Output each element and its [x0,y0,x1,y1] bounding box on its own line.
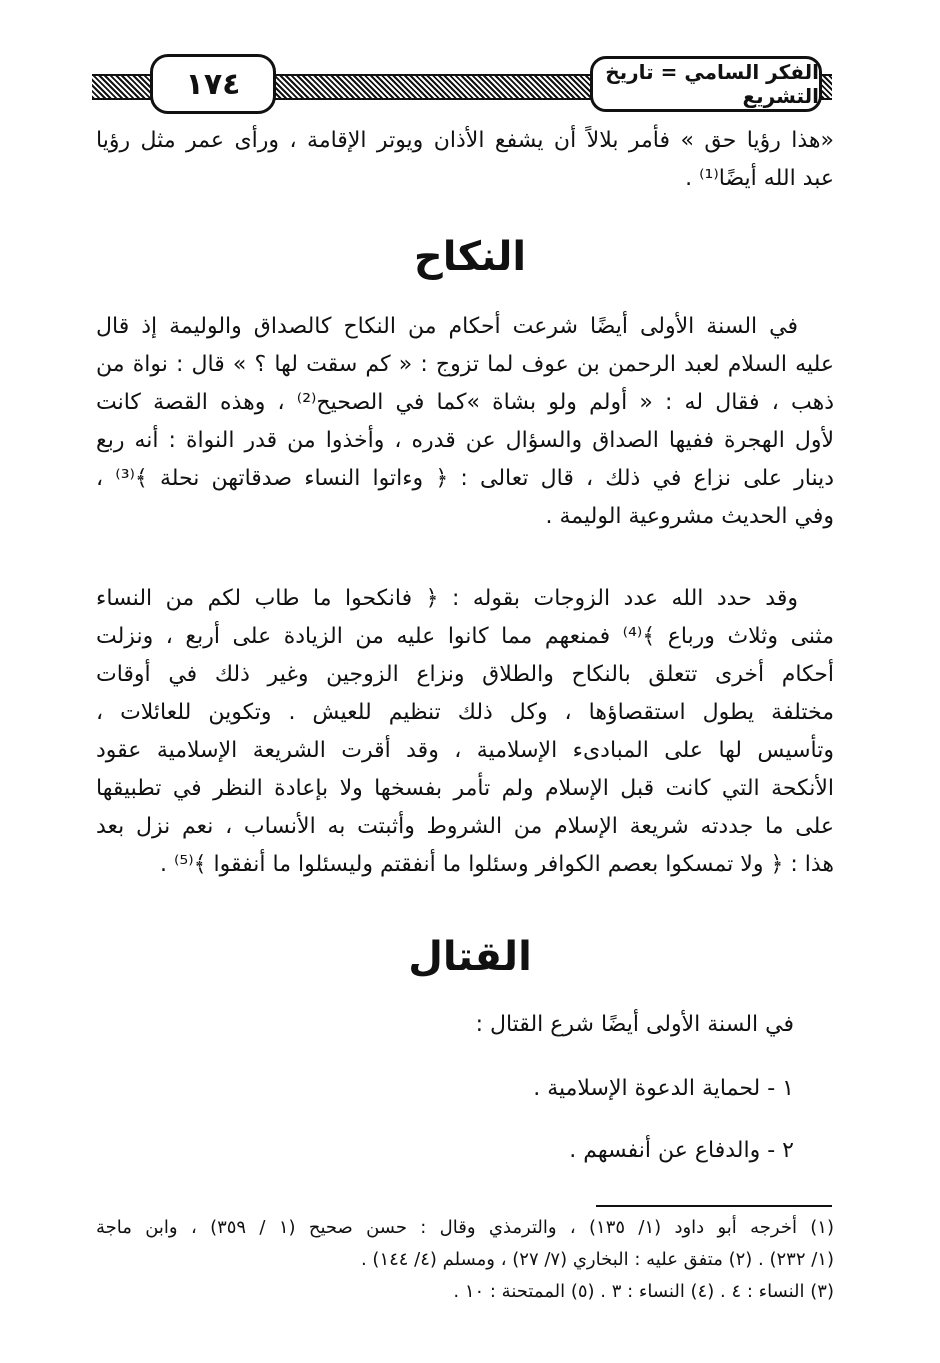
text-line: وتأسيس لها على المبادىء الإسلامية ، وقد أقرت الشريعة الإسلامية عقود [96,738,834,763]
section-heading-marriage: النكاح [413,234,527,280]
text-line: وفي الحديث مشروعية الوليمة . [545,504,834,529]
text-line: مختلفة يطول استقصاؤها ، وكل ذلك تنظيم للعيش . وتكوين للعائلات ، [96,700,834,725]
marriage-paragraph-2 [96,580,834,884]
page-number: ١٧٤ [150,54,276,114]
text-line: «هذا رؤيا حق » فأمر بلالاً أن يشفع الأذان ويوتر الإقامة ، ورأى عمر مثل رؤيا [96,128,834,153]
text-line: دينار على نزاع في ذلك ، قال تعالى : ﴿ وءاتوا النساء صدقاتهن نحلة ﴾⁽³⁾ ، [96,466,834,491]
list-item: ١ - لحماية الدعوة الإسلامية . [533,1076,794,1101]
footnote-separator [596,1205,832,1207]
text-line: عليه السلام لعبد الرحمن بن عوف لما تزوج : « كم سقت لها ؟ » قال : نواة من [96,352,834,377]
marriage-paragraph-1 [96,308,834,536]
text-line: في السنة الأولى أيضًا شرعت أحكام من النكاح كالصداق والوليمة إذ قال [96,314,798,339]
intro-paragraph [96,122,834,198]
footnote-line: (١/ ٢٣٢) . (٢) متفق عليه : البخاري (٧/ ٢٧) ، ومسلم (٤/ ١٤٤) . [360,1249,834,1270]
text-line: على ما جددته شريعة الإسلام من الشروط وأثبتت به الأنساب ، نعم نزل بعد [96,814,834,839]
text-line: الأنكحة التي كانت قبل الإسلام ولم تأمر بفسخها ولا بإعادة النظر في تطبيقها [96,776,834,801]
running-title: الفكر السامي = تاريخ التشريع [590,56,822,112]
footnotes [96,1212,834,1308]
text-line: ذهب ، فقال له : « أولم ولو بشاة »كما في الصحيح⁽²⁾ ، وهذه القصة كانت [96,390,834,415]
section-heading-fighting: القتال [408,934,532,980]
page-header [92,50,832,110]
list-item: ٢ - والدفاع عن أنفسهم . [569,1138,794,1163]
text-line: أحكام أخرى تتعلق بالنكاح والطلاق ونزاع الزوجين وغير ذلك في أوقات [96,662,834,687]
text-line: لأول الهجرة ففيها الصداق والسؤال عن قدره ، وأخذوا من قدر النواة : أنه ربع [96,428,834,453]
fighting-intro: في السنة الأولى أيضًا شرع القتال : [475,1012,794,1037]
text-line: مثنى وثلاث ورباع ﴾⁽⁴⁾ فمنعهم مما كانوا عليه من الزيادة على أربع ، ونزلت [96,624,834,649]
text-line: وقد حدد الله عدد الزوجات بقوله : ﴿ فانكحوا ما طاب لكم من النساء [96,586,798,611]
footnote-line: (١) أخرجه أبو داود (١/ ١٣٥) ، والترمذي وقال : حسن صحيح (١ / ٣٥٩) ، وابن ماجة [96,1217,834,1238]
footnote-line: (٣) النساء : ٤ . (٤) النساء : ٣ . (٥) الممتحنة : ١٠ . [453,1281,834,1302]
text-line: هذا : ﴿ ولا تمسكوا بعصم الكوافر وسئلوا ما أنفقتم وليسئلوا ما أنفقوا ﴾⁽⁵⁾ . [160,852,834,877]
text-line: عبد الله أيضًا⁽¹⁾ . [685,166,834,191]
